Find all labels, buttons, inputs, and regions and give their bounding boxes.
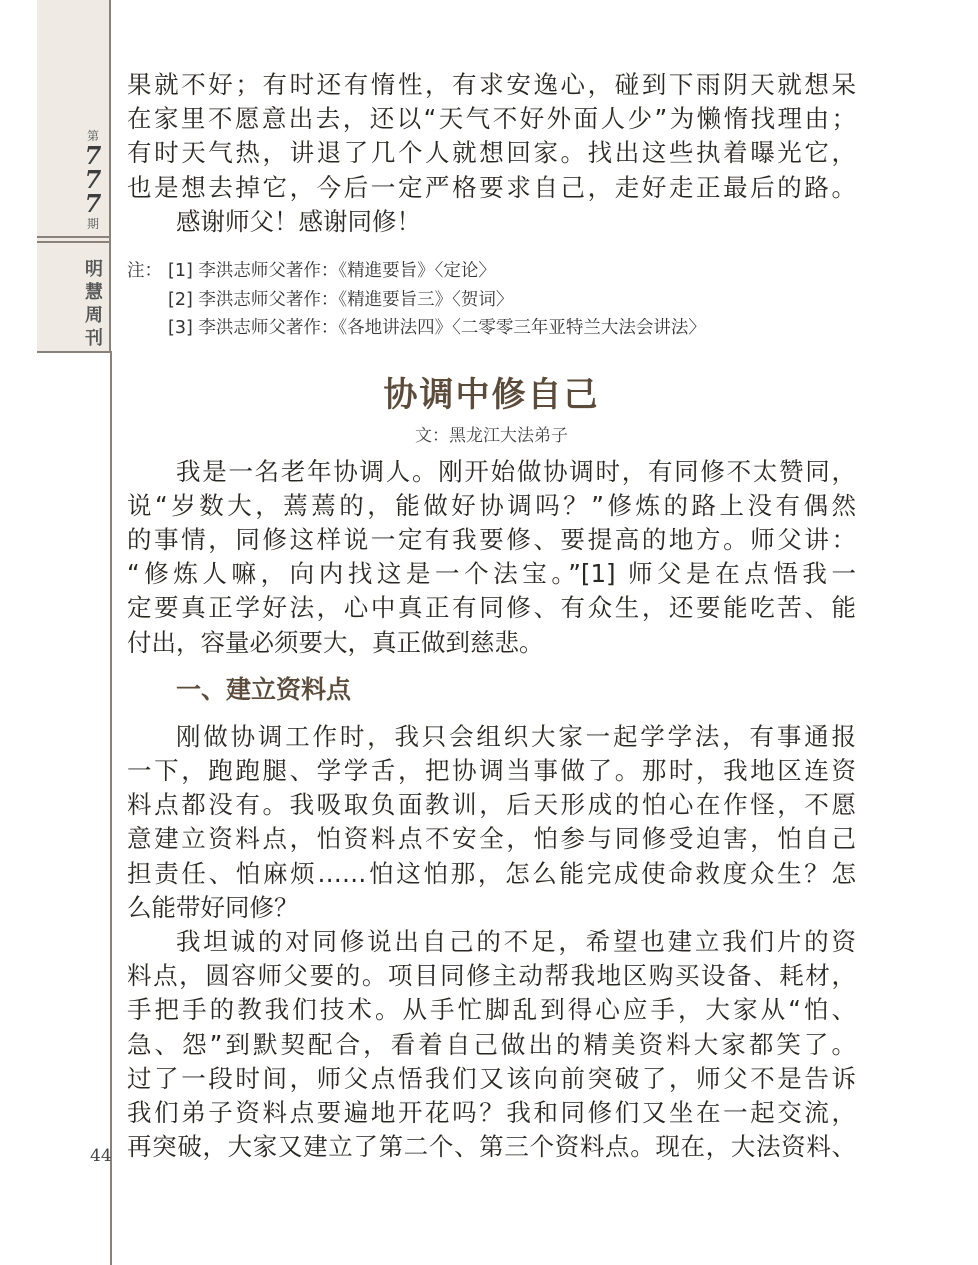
footnote xyxy=(127,257,856,286)
paragraph xyxy=(127,925,856,1164)
intro-paragraph xyxy=(127,455,856,660)
text-line: 我坦诚的对同修说出自己的不足，希望也建立我们片的资 xyxy=(176,926,856,956)
magazine-name xyxy=(82,258,106,350)
text-line: 的事情，同修这样说一定有我要修、要提高的地方。师父讲： xyxy=(127,524,856,554)
text-line: 过了一段时间，师父点悟我们又该向前突破了，师父不是告诉 xyxy=(127,1063,856,1093)
footnote-text: [1] 李洪志师父著作：《精進要旨》〈定论〉 xyxy=(168,261,496,282)
article-title: 协调中修自己 xyxy=(383,374,600,415)
magazine-char: 刊 xyxy=(85,328,103,349)
footnote xyxy=(127,286,856,315)
text-line: 急、怨”到默契配合，看着自己做出的精美资料大家都笑了。 xyxy=(127,1029,856,1059)
text-line: 担责任、怕麻烦……怕这怕那，怎么能完成使命救度众生？怎 xyxy=(127,858,856,888)
sidebar-divider xyxy=(37,236,110,238)
prev-article-continuation xyxy=(127,68,856,239)
text-line: 定要真正学好法，心中真正有同修、有众生，还要能吃苦、能 xyxy=(127,593,856,623)
footnote-text: [3] 李洪志师父著作：《各地讲法四》〈二零零三年亚特兰大法会讲法〉 xyxy=(168,318,706,339)
sidebar-divider xyxy=(37,241,110,243)
issue-digit: 7 xyxy=(84,165,102,194)
text-line: 在家里不愿意出去，还以“天气不好外面人少”为懒惰找理由； xyxy=(127,104,856,134)
footnote-text: [2] 李洪志师父著作：《精進要旨三》〈贺词〉 xyxy=(168,289,514,310)
text-line: “修炼人嘛，向内找这是一个法宝。”[1] 师父是在点悟我一 xyxy=(127,559,856,589)
sidebar-bottom-rule xyxy=(37,351,110,353)
notes-label: 注： xyxy=(127,261,162,282)
text-line: 我是一名老年协调人。刚开始做协调时，有同修不太赞同， xyxy=(176,456,856,486)
issue-suffix: 期 xyxy=(86,217,99,231)
text-line: 么能带好同修？ xyxy=(127,892,299,922)
page-number: 44 xyxy=(90,1146,112,1166)
text-line: 有时天气热，讲退了几个人就想回家。找出这些执着曝光它， xyxy=(127,138,856,168)
text-line: 意建立资料点，怕资料点不安全，怕参与同修受迫害，怕自己 xyxy=(127,824,856,854)
footnote xyxy=(127,314,856,343)
text-line: 也是想去掉它，今后一定严格要求自己，走好走正最后的路。 xyxy=(127,172,856,202)
footnotes xyxy=(127,257,856,343)
page-content xyxy=(127,68,856,1164)
text-line: 刚做协调工作时，我只会组织大家一起学学法，有事通报 xyxy=(176,721,856,751)
issue-digit: 7 xyxy=(84,189,102,218)
text-line: 再突破，大家又建立了第二个、第三个资料点。现在，大法资料、 xyxy=(127,1132,856,1162)
text-line: 我们弟子资料点要遍地开花吗？我和同修们又坐在一起交流， xyxy=(127,1097,856,1127)
magazine-char: 慧 xyxy=(85,282,103,303)
issue-digit: 7 xyxy=(84,141,102,170)
text-line: 手把手的教我们技术。从手忙脚乱到得心应手，大家从“怕、 xyxy=(127,995,856,1025)
magazine-char: 周 xyxy=(85,305,103,326)
article-author: 文：黑龙江大法弟子 xyxy=(415,425,568,446)
text-line: 说“岁数大，蔫蔫的，能做好协调吗？”修炼的路上没有偶然 xyxy=(127,490,856,520)
text-line: 料点都没有。我吸取负面教训，后天形成的怕心在作怪，不愿 xyxy=(127,790,856,820)
issue-number xyxy=(79,128,107,232)
section-heading: 一、建立资料点 xyxy=(176,674,352,704)
magazine-char: 明 xyxy=(85,259,103,280)
text-line: 付出，容量必须要大，真正做到慈悲。 xyxy=(127,627,544,657)
text-line: 果就不好；有时还有惰性，有求安逸心，碰到下雨阴天就想呆 xyxy=(127,70,856,99)
text-line: 一下，跑跑腿、学学舌，把协调当事做了。那时，我地区连资 xyxy=(127,755,856,785)
paragraph xyxy=(127,720,856,925)
margin-rule xyxy=(110,351,112,1265)
text-line: 料点，圆容师父要的。项目同修主动帮我地区购买设备、耗材， xyxy=(127,961,856,991)
issue-prefix: 第 xyxy=(86,129,99,143)
closing-line: 感谢师父！感谢同修！ xyxy=(176,206,421,236)
